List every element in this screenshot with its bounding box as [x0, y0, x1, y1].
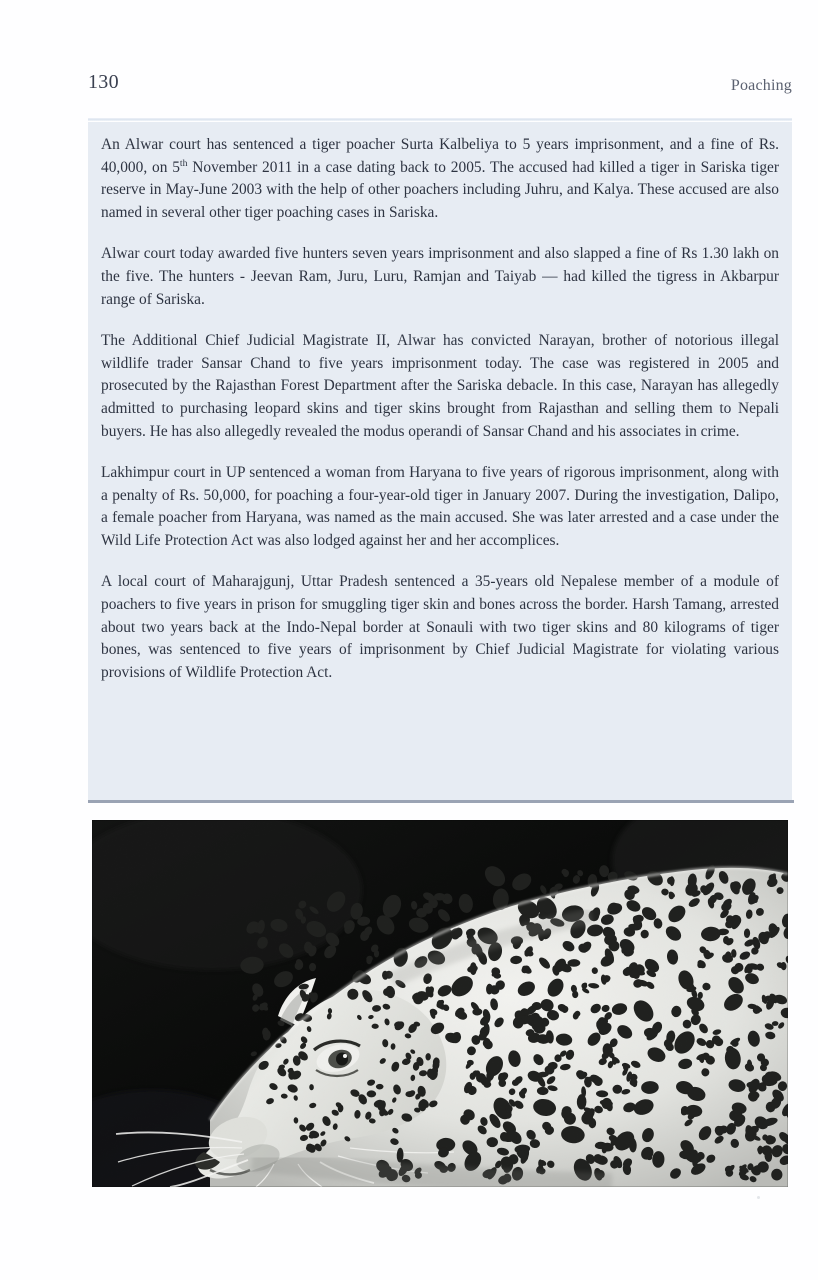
para-alwar-five-hunters: Alwar court today awarded five hunters seven years imprisonment and also slapped a fine of Rs 1.30 lakh on the five. The hunters - Jeevan Ram, Juru, Luru, Ramjan and Taiyab — had killed the tigress in Akbarpur range of Sariska.: [101, 245, 779, 308]
leopard-photograph: [92, 820, 788, 1187]
para-lakhimpur-dalipo: Lakhimpur court in UP sentenced a woman from Haryana to five years of rigorous imprisonment, along with a penalty of Rs. 50,000, for poaching a four-year-old tiger in January 2007. During the investigation, Dalipo, a female poacher from Haryana, was named as the main accused. She was later arrested and a case under the Wild Life Protection Act was also lodged against her and her accomplices.: [101, 463, 779, 550]
running-header: [88, 72, 792, 102]
body-text-block: [88, 122, 792, 800]
running-title: Poaching: [730, 77, 792, 94]
scan-speck: [757, 1196, 760, 1199]
header-rule: [88, 118, 792, 121]
ordinal-suffix: th: [179, 157, 188, 169]
page-number: 130: [88, 71, 119, 93]
para-alwar-surta-kalbeliya: An Alwar court has sentenced a tiger poacher Surta Kalbeliya to 5 years imprisonment, and a fine of Rs. 40,000, on 5th November 2011 in a case dating back to 2005. The accused had killed a tiger in Sariska tiger reserve in May-June 2003 with the help of other poachers including Juhru, and Kalya. These accused are also named in several other tiger poaching cases in Sariska.: [101, 136, 779, 222]
para-magistrate-narayan: The Additional Chief Judicial Magistrate II, Alwar has convicted Narayan, brother of notorious illegal wildlife trader Sansar Chand to five years imprisonment today. The case was registered in 2005 and prosecuted by the Rajasthan Forest Department after the Sariska debacle. In this case, Narayan has allegedly admitted to purchasing leopard skins and tiger skins brought from Rajasthan and selling them to Nepali buyers. He has also allegedly revealed the modus operandi of Sansar Chand and his associates in crime.: [101, 331, 779, 440]
leopard-photograph-image: [92, 820, 788, 1187]
para-maharajgunj-harsh-tamang: A local court of Maharajgunj, Uttar Pradesh sentenced a 35-years old Nepalese member of a module of poachers to five years in prison for smuggling tiger skin and bones across the border. Harsh Tamang, arrested about two years back at the Indo-Nepal border at Sonauli with two tiger skins and 80 kilograms of tiger bones, was sentenced to five years of imprisonment by Chief Judicial Magistrate for violating various provisions of Wildlife Protection Act.: [101, 573, 779, 682]
